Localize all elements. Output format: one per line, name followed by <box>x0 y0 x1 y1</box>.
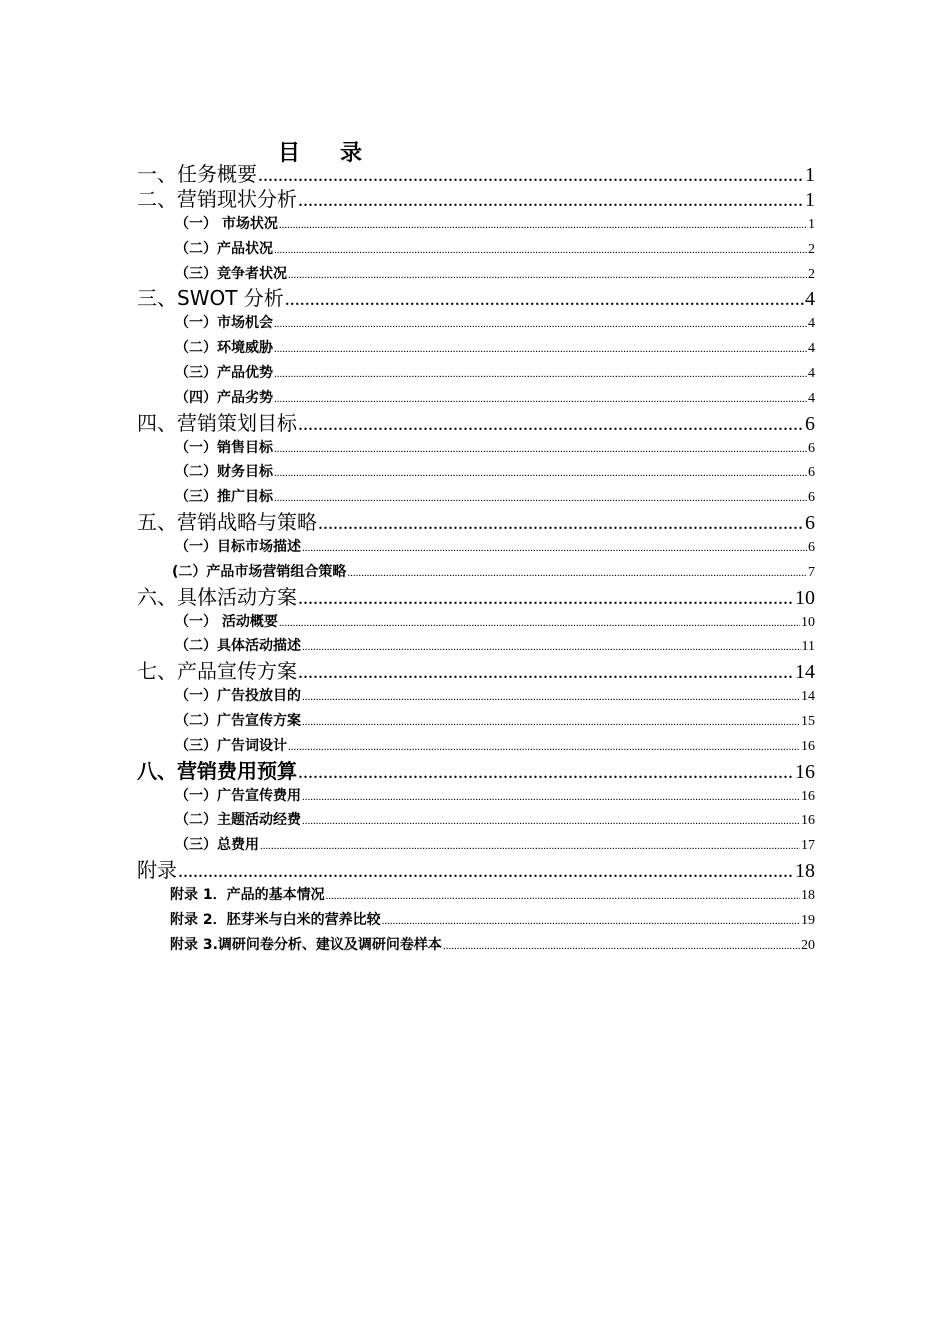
toc-entry[interactable]: 一、任务概要 ..... 1 <box>137 162 815 187</box>
toc-page-number: 18 <box>795 859 815 882</box>
toc-page-number: 10 <box>801 614 815 630</box>
toc-subentry[interactable]: （二）主题活动经费 ..... 16 <box>137 808 815 833</box>
toc-entry[interactable]: 三、SWOT 分析 ..... 4 <box>137 286 815 311</box>
toc-page-number: 4 <box>805 288 815 311</box>
toc-page-number: 10 <box>795 586 815 609</box>
toc-entry[interactable]: 附录 ..... 18 <box>137 858 815 883</box>
toc-subentry[interactable]: （一）广告投放目的 ..... 14 <box>137 684 815 709</box>
toc-entry[interactable]: 五、营销战略与策略 ..... 6 <box>137 510 815 535</box>
toc-subentry[interactable]: (二）产品市场营销组合策略 ..... 7 <box>137 560 815 585</box>
toc-page-number: 1 <box>805 164 815 186</box>
toc-subentry[interactable]: （一）广告宣传费用 ..... 16 <box>137 784 815 809</box>
toc-page-number: 7 <box>808 564 815 580</box>
toc-entry[interactable]: 四、营销策划目标 ..... 6 <box>137 411 815 436</box>
toc-subentry[interactable]: （二）财务目标 ..... 6 <box>137 460 815 485</box>
toc-page-number: 6 <box>808 440 815 456</box>
toc-page-number: 4 <box>808 390 815 406</box>
toc-page-number: 6 <box>805 511 815 534</box>
toc-page-number: 16 <box>795 760 815 783</box>
toc-page-number: 2 <box>808 266 815 282</box>
toc-page-number: 4 <box>808 365 815 381</box>
toc-subentry[interactable]: （一）目标市场描述 ..... 6 <box>137 535 815 560</box>
toc-subentry[interactable]: （四）产品劣势 ..... 4 <box>137 386 815 411</box>
toc-entry[interactable]: 六、具体活动方案 ..... 10 <box>137 585 815 610</box>
toc-subentry[interactable]: （二）广告宣传方案 ..... 15 <box>137 709 815 734</box>
toc-page-number: 14 <box>801 689 815 705</box>
toc-subentry[interactable]: （一）市场机会 ..... 4 <box>137 311 815 336</box>
toc-entry[interactable]: 二、营销现状分析 ..... 1 <box>137 187 815 212</box>
toc-subentry[interactable]: （三）广告词设计 ..... 16 <box>137 734 815 759</box>
toc-subentry[interactable]: （一）销售目标 ..... 6 <box>137 436 815 461</box>
toc-page-number: 6 <box>808 490 815 506</box>
toc-subentry[interactable]: （三）产品优势 ..... 4 <box>137 361 815 386</box>
toc-page-number: 11 <box>801 639 815 655</box>
toc-subentry[interactable]: （二）具体活动描述 ..... 11 <box>137 634 815 659</box>
toc-page-number: 18 <box>801 887 815 903</box>
toc-page-number: 20 <box>801 937 815 953</box>
toc-page-number: 16 <box>801 813 815 829</box>
toc-page-number: 6 <box>808 539 815 555</box>
toc-entry[interactable]: 七、产品宣传方案 ..... 14 <box>137 659 815 684</box>
toc-page-number: 16 <box>801 738 815 754</box>
toc-page-number: 6 <box>805 412 815 435</box>
toc-title-part1: 目 <box>277 141 300 166</box>
toc-page-number: 15 <box>801 713 815 729</box>
toc-subentry[interactable]: （一） 市场状况 ..... 1 <box>137 212 815 237</box>
toc-title-part2: 录 <box>340 141 363 166</box>
toc-page-number: 19 <box>801 912 815 928</box>
toc-subentry[interactable]: 附录 1．产品的基本情况 ..... 18 <box>137 883 815 908</box>
toc-entry[interactable]: 八、营销费用预算 ..... 16 <box>137 759 815 784</box>
toc-page-number: 4 <box>808 341 815 357</box>
toc-subentry[interactable]: 附录 2．胚芽米与白米的营养比较 ..... 19 <box>137 908 815 933</box>
toc-subentry[interactable]: （三）竞争者状况 ..... 2 <box>137 262 815 287</box>
table-of-contents <box>137 162 815 957</box>
toc-page-number: 1 <box>808 217 815 232</box>
toc-page-number: 6 <box>808 465 815 481</box>
toc-page-number: 14 <box>795 661 815 684</box>
toc-subentry[interactable]: （一） 活动概要 ..... 10 <box>137 610 815 635</box>
toc-page-number: 16 <box>801 788 815 804</box>
toc-page-number: 1 <box>805 189 815 211</box>
toc-subentry[interactable]: 附录 3.调研问卷分析、建议及调研问卷样本 ..... 20 <box>137 933 815 958</box>
toc-subentry[interactable]: （三）推广目标 ..... 6 <box>137 485 815 510</box>
toc-page-number: 4 <box>808 316 815 332</box>
toc-page-number: 17 <box>801 838 815 854</box>
toc-subentry[interactable]: （三）总费用 ..... 17 <box>137 833 815 858</box>
toc-page-number: 2 <box>808 241 815 257</box>
toc-subentry[interactable]: （二）环境威胁 ..... 4 <box>137 336 815 361</box>
toc-subentry[interactable]: （二）产品状况 ..... 2 <box>137 237 815 262</box>
